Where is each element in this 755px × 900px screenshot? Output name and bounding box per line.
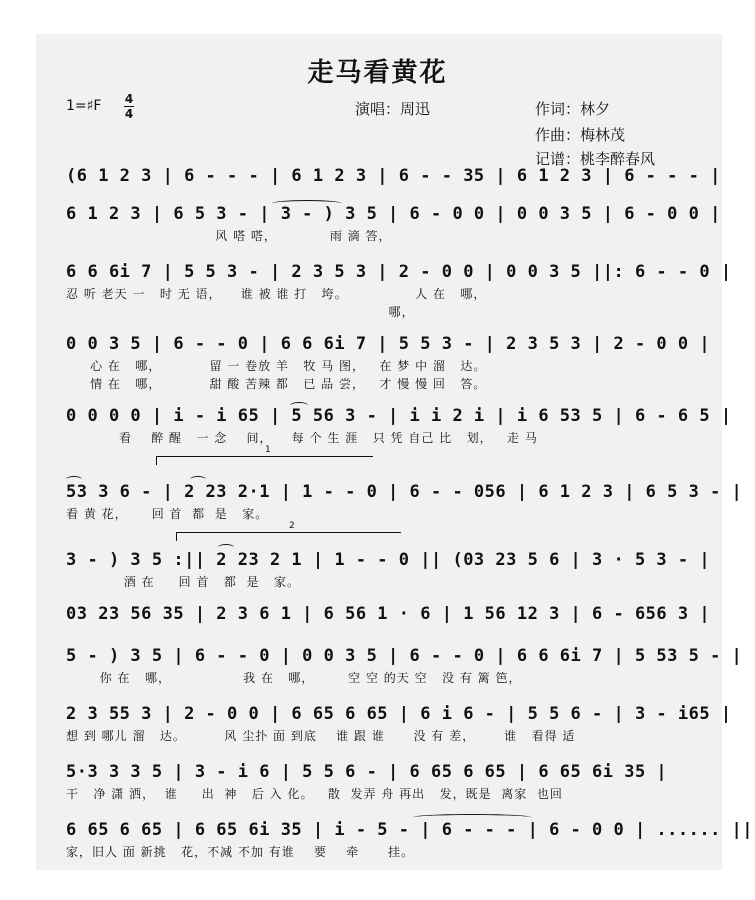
score-row [66,262,732,326]
score-row [66,820,754,884]
transcriber-credit: 记谱：桃李醉春风 [535,150,656,168]
notation-line: 53 3 6 - | 2 23 2·1 | 1 - - 0 | 6 - - 056 | 6 1 2 3 | 6 5 3 - | [66,482,743,502]
singer-credit: 演唱：周迅 [355,100,431,118]
score-row [66,334,711,398]
notation-line: 3 - ) 3 5 :|| 2 23 2 1 | 1 - - 0 || (03 23 5 6 | 3 · 5 3 - | [66,550,711,570]
lyrics-line: 看 醉 醒 一 念 间， 每 个 生 涯 只 凭 自己 比 划， 走 马 [66,431,538,445]
volta-bracket-1: 1 [156,456,373,465]
notation-line: 5 - ) 3 5 | 6 - - 0 | 0 0 3 5 | 6 - - 0 | 6 6 6i 7 | 5 53 5 - | [66,646,743,666]
notation-line: 6 65 6 65 | 6 65 6i 35 | i - 5 - | 6 - - - | 6 - 0 0 | ...... || [66,820,754,840]
score-row [66,762,686,826]
lyrics-line: 酒 在 回 首 都 是 家。 [66,575,300,589]
lyrics-line: 想 到 哪儿 溜 达。 风 尘扑 面 到底 谁 跟 谁 没 有 差， 谁 看得 适 [66,729,576,743]
notation-line: 5·3 3 3 5 | 3 - i 6 | 5 5 6 - | 6 65 6 65 | 6 65 6i 35 | [66,762,668,782]
composer-credit: 作曲：梅林茂 [535,126,626,144]
notation-line: 0 0 3 5 | 6 - - 0 | 6 6 6i 7 | 5 5 3 - | 2 3 5 3 | 2 - 0 0 | [66,334,711,354]
lyrics-line: 家，旧人 面 新挑 花，不减 不加 有谁 要 牵 挂。 [66,845,415,859]
time-signature-bottom: 4 [124,107,134,121]
time-signature-top: 4 [124,92,134,106]
notation-line: 0 0 0 0 | i - i 65 | 5 56 3 - | i i 2 i | i 6 53 5 | 6 - 6 5 | [66,406,732,426]
notation-line: 03 23 56 35 | 2 3 6 1 | 6 56 1 · 6 | 1 56 12 3 | 6 - 656 3 | [66,604,711,624]
lyrics-line: 看 黄 花， 回 首 都 是 家。 [66,507,269,521]
notation-line: 6 1 2 3 | 6 5 3 - | 3 - ) 3 5 | 6 - 0 0 | 0 0 3 5 | 6 - 0 0 | [66,204,721,224]
notation-line: 6 6 6i 7 | 5 5 3 - | 2 3 5 3 | 2 - 0 0 | 0 0 3 5 ||: 6 - - 0 | [66,262,732,282]
lyricist-credit: 作词：林夕 [535,100,611,118]
lyrics-line: 心 在 哪， 留 一 卷放 羊 牧 马 图， 在 梦 中 溜 达。 [66,359,487,373]
song-title: 走马看黄花 [307,58,448,88]
notation-line: 2 3 55 3 | 2 - 0 0 | 6 65 6 65 | 6 i 6 - | 5 5 6 - | 3 - i65 | [66,704,732,724]
notation-line: (6 1 2 3 | 6 - - - | 6 1 2 3 | 6 - - 35 | 6 1 2 3 | 6 - - - | [66,166,721,186]
score-row [66,646,743,710]
lyrics-line-second-verse: 情 在 哪， 甜 酸 苦辣 都 已 品 尝， 才 慢 慢 回 答。 [66,377,487,391]
score-row [66,704,732,768]
volta-bracket-2: 2 [176,532,401,541]
lyrics-line: 忍 听 老天 一 时 无 语， 谁 被 谁 打 垮。 人 在 哪， [66,287,487,301]
time-signature [124,93,134,120]
key-signature: 1=♯F [66,98,102,114]
lyrics-line-second-verse: 哪， [66,305,415,319]
score-row [66,204,721,268]
lyrics-line: 风 嗒 嗒， 雨 滴 答， [66,229,392,243]
lyrics-line: 你 在 哪， 我 在 哪， 空 空 的天 空 没 有 篱 笆， [66,671,522,685]
lyrics-line: 干 净 潇 洒， 谁 出 神 后 入 化。 散 发弄 舟 再出 发，既是 离家 也回 [66,787,563,801]
